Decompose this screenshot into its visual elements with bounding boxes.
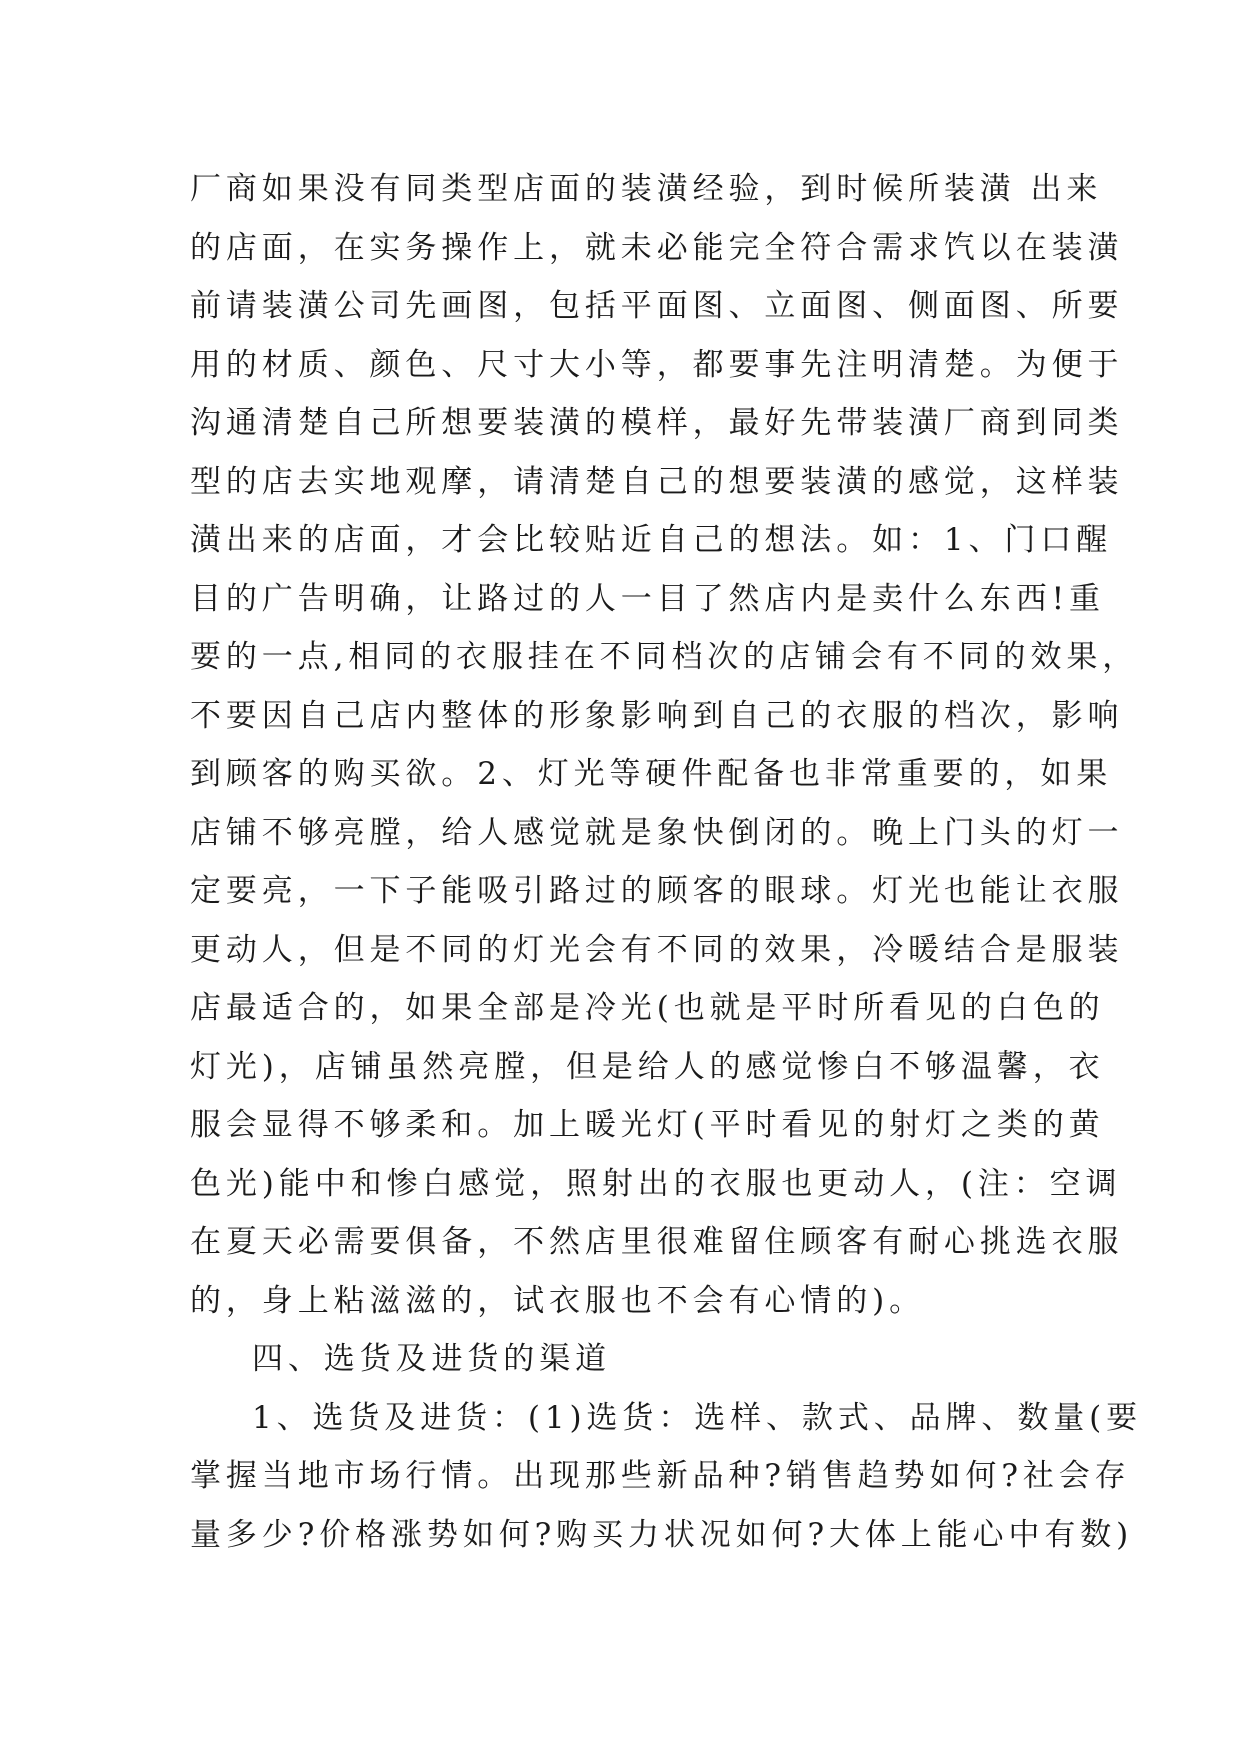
- text-line: 潢出来的店面，才会比较贴近自己的想法。如：1、门口醒: [190, 522, 1113, 558]
- text-line: 色光)能中和惨白感觉，照射出的衣服也更动人，(注：空调: [190, 1165, 1122, 1202]
- text-line: 型的店去实地观摩，请清楚自己的想要装潢的感觉，这样装: [190, 463, 1124, 500]
- text-line: 1、选货及进货：(1)选货：选样、款式、品牌、数量(要: [252, 1399, 1143, 1436]
- text-line: 沟通清楚自己所想要装潢的模样，最好先带装潢厂商到同类: [190, 405, 1124, 441]
- text-line: 不要因自己店内整体的形象影响到自己的衣服的档次，影响: [190, 697, 1124, 734]
- text-line: 厂商如果没有同类型店面的装潢经验，到时候所装潢 出来: [190, 171, 1103, 207]
- document-body: [190, 160, 1143, 1564]
- text-line: 在夏天必需要俱备，不然店里很难留住顾客有耐心挑选衣服: [190, 1224, 1124, 1260]
- text-line: 的，身上粘滋滋的，试衣服也不会有心情的)。: [190, 1282, 925, 1319]
- text-line: 的店面，在实务操作上，就未必能完全符合需求饩以在装潢: [190, 229, 1124, 266]
- text-line: 用的材质、颜色、尺寸大小等，都要事先注明清楚。为便于: [190, 346, 1124, 383]
- text-line: 量多少?价格涨势如何?购买力状况如何?大体上能心中有数): [190, 1516, 1134, 1553]
- text-line: 要的一点,相同的衣服挂在不同档次的店铺会有不同的效果，: [190, 639, 1139, 675]
- text-line: 目的广告明确，让路过的人一目了然店内是卖什么东西!重: [190, 580, 1105, 617]
- text-line: 掌握当地市场行情。出现那些新品种?销售趋势如何?社会存: [190, 1458, 1131, 1494]
- text-line: 灯光)，店铺虽然亮膛，但是给人的感觉惨白不够温馨，衣: [190, 1048, 1105, 1085]
- text-line: 定要亮，一下子能吸引路过的顾客的眼球。灯光也能让衣服: [190, 873, 1124, 909]
- section-heading: 四、选货及进货的渠道: [252, 1341, 611, 1377]
- text-line: 前请装潢公司先画图，包括平面图、立面图、侧面图、所要: [190, 288, 1124, 324]
- text-line: 到顾客的购买欲。2、灯光等硬件配备也非常重要的，如果: [190, 756, 1113, 792]
- text-line: 服会显得不够柔和。加上暖光灯(平时看见的射灯之类的黄: [190, 1107, 1105, 1143]
- text-line: 店铺不够亮膛，给人感觉就是象快倒闭的。晚上门头的灯一: [190, 814, 1124, 851]
- text-line: 更动人，但是不同的灯光会有不同的效果，冷暖结合是服装: [190, 931, 1124, 968]
- text-line: 店最适合的，如果全部是冷光(也就是平时所看见的白色的: [190, 990, 1105, 1026]
